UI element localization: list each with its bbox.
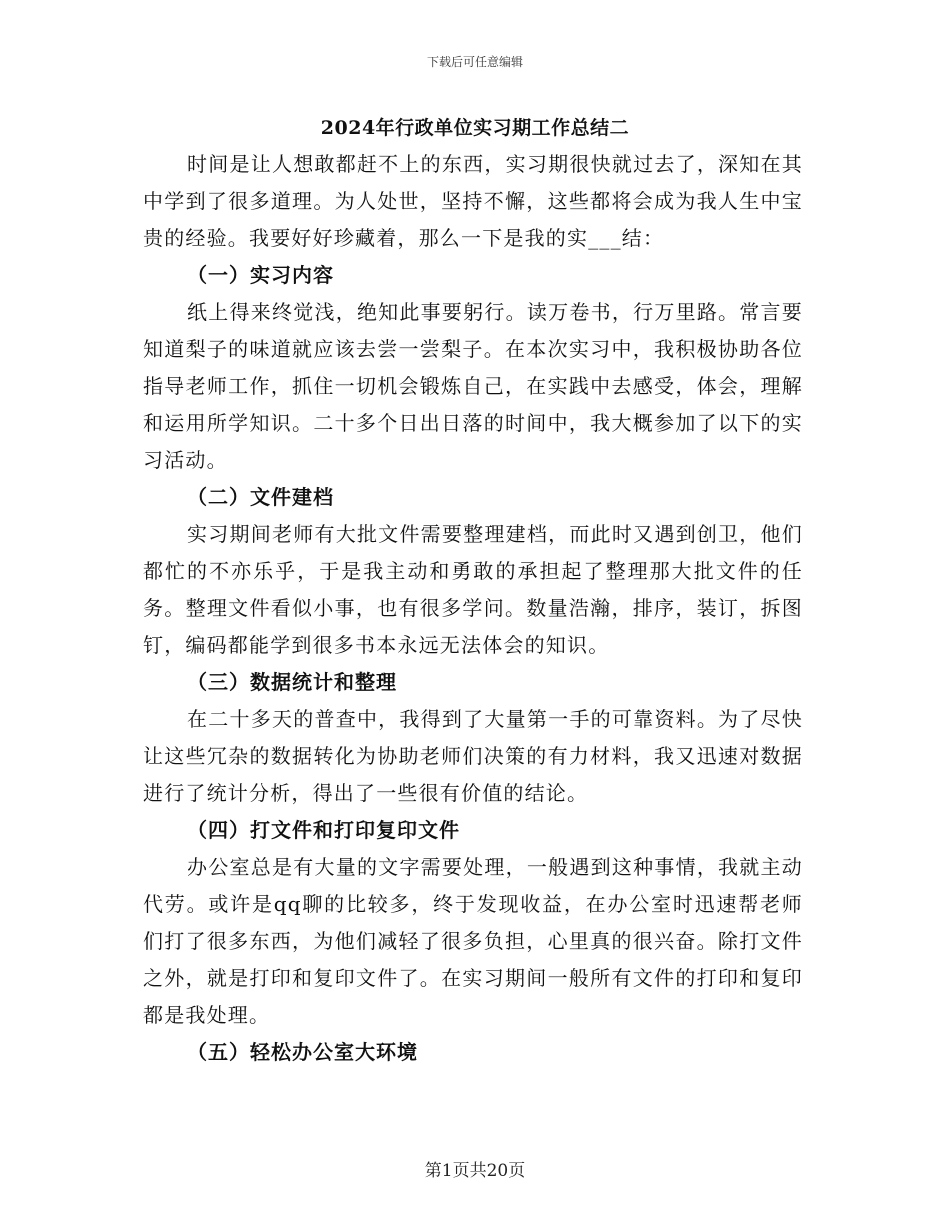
section-body-2: 实习期间老师有大批文件需要整理建档，而此时又遇到创卫，他们都忙的不亦乐乎，于是我主动和勇敢的承担起了整理那大批文件的任务。整理文件看似小事，也有很多学问。数量浩瀚，排序，装订，拆图钉，编码都能学到很多书本永远无法体会的知识。 xyxy=(143,522,803,657)
section-heading-5: （五）轻松办公室大环境 xyxy=(187,1040,418,1064)
section-heading-2: （二）文件建档 xyxy=(187,485,334,509)
section-body-4: 办公室总是有大量的文字需要处理，一般遇到这种事情，我就主动代劳。或许是qq聊的比较多，终于发现收益，在办公室时迅速帮老师们打了很多东西，为他们减轻了很多负担，心里真的很兴奋。除打文件之外，就是打印和复印文件了。在实习期间一般所有文件的打印和复印都是我处理。 xyxy=(143,855,803,1027)
page-number: 第1页共20页 xyxy=(424,1161,526,1181)
section-heading-3: （三）数据统计和整理 xyxy=(187,670,397,694)
document-title: 2024年行政单位实习期工作总结二 xyxy=(320,117,630,139)
document-body xyxy=(143,146,803,1071)
section-heading-1: （一）实习内容 xyxy=(187,263,334,287)
section-body-1: 纸上得来终觉浅，绝知此事要躬行。读万卷书，行万里路。常言要知道梨子的味道就应该去尝一尝梨子。在本次实习中，我积极协助各位指导老师工作，抓住一切机会锻炼自己，在实践中去感受，体会，理解和运用所学知识。二十多个日出日落的时间中，我大概参加了以下的实习活动。 xyxy=(143,300,803,472)
intro-paragraph: 时间是让人想敢都赶不上的东西，实习期很快就过去了，深知在其中学到了很多道理。为人处世，坚持不懈，这些都将会成为我人生中宝贵的经验。我要好好珍藏着，那么一下是我的实___结： xyxy=(143,152,803,250)
section-heading-4: （四）打文件和打印复印文件 xyxy=(187,818,460,842)
section-body-3: 在二十多天的普查中，我得到了大量第一手的可靠资料。为了尽快让这些冗杂的数据转化为协助老师们决策的有力材料，我又迅速对数据进行了统计分析，得出了一些很有价值的结论。 xyxy=(143,707,803,805)
header-note: 下载后可任意编辑 xyxy=(426,55,523,69)
